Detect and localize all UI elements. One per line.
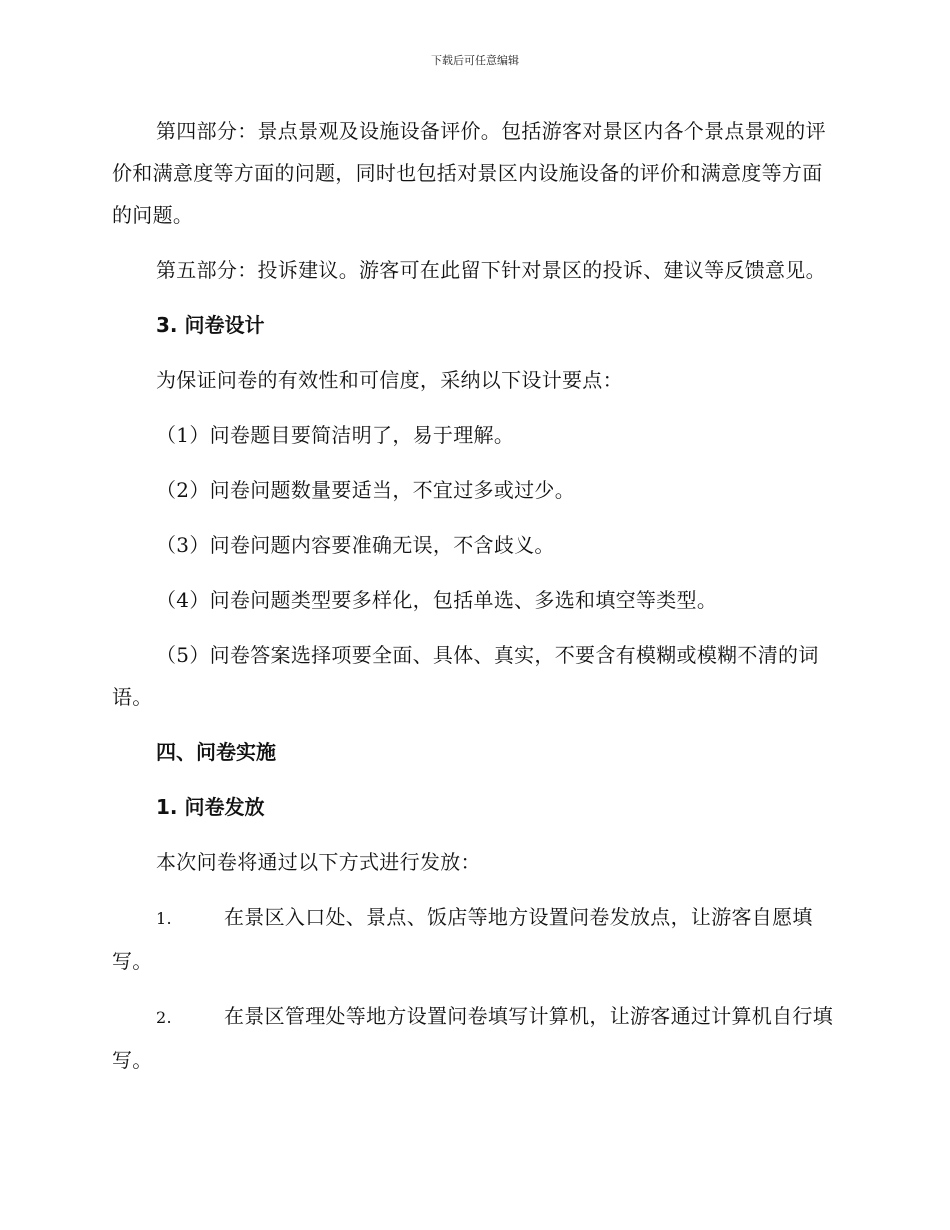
numbered-item bbox=[112, 896, 834, 982]
list-item: （1）问卷题目要简洁明了，易于理解。 bbox=[156, 423, 515, 447]
numbered-item-number: 2. bbox=[156, 1008, 172, 1027]
document-body bbox=[112, 110, 834, 1094]
numbered-item-number: 1. bbox=[156, 909, 172, 928]
heading-questionnaire-design: 3. 问卷设计 bbox=[156, 313, 265, 337]
list-item: （5）问卷答案选择项要全面、具体、真实，不要含有模糊或模糊不清的词语。 bbox=[112, 643, 819, 709]
heading-questionnaire-distribution: 1. 问卷发放 bbox=[156, 795, 265, 819]
numbered-item-text: 在景区入口处、景点、饭店等地方设置问卷发放点，让游客自愿填写。 bbox=[112, 905, 813, 973]
paragraph-design-intro: 为保证问卷的有效性和可信度，采纳以下设计要点： bbox=[156, 368, 623, 392]
list-item: （2）问卷问题数量要适当，不宜过多或过少。 bbox=[156, 478, 576, 502]
numbered-item-text: 在景区管理处等地方设置问卷填写计算机，让游客通过计算机自行填写。 bbox=[112, 1004, 833, 1072]
paragraph-distribution-intro: 本次问卷将通过以下方式进行发放： bbox=[156, 850, 481, 874]
paragraph-part-four: 第四部分：景点景观及设施设备评价。包括游客对景区内各个景点景观的评价和满意度等方面的问题，同时也包括对景区内设施设备的评价和满意度等方面的问题。 bbox=[112, 119, 826, 227]
list-item: （3）问卷问题内容要准确无误，不含歧义。 bbox=[156, 533, 555, 557]
numbered-item bbox=[112, 995, 834, 1081]
list-item: （4）问卷问题类型要多样化，包括单选、多选和填空等类型。 bbox=[156, 588, 718, 612]
heading-questionnaire-implementation: 四、问卷实施 bbox=[156, 740, 276, 764]
page-header: 下载后可任意编辑 bbox=[431, 54, 519, 67]
paragraph-part-five: 第五部分：投诉建议。游客可在此留下针对景区的投诉、建议等反馈意见。 bbox=[156, 258, 826, 282]
